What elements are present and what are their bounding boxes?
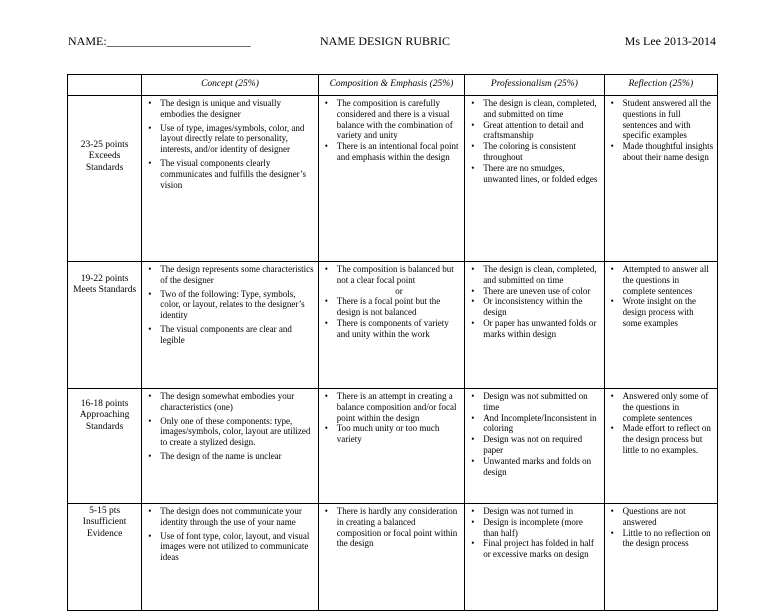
criteria-item: • The design represents some characteristics of the designer	[160, 264, 315, 286]
criteria-item: • There are uneven use of color	[483, 286, 600, 297]
composition-cell	[318, 504, 464, 611]
criteria-item: • Design was not on required paper	[483, 434, 600, 456]
composition-cell	[318, 262, 464, 389]
header-blank	[68, 75, 142, 96]
criteria-item: • The visual components clearly communicates and fulfills the designer’s vision	[160, 158, 315, 190]
criteria-item: • Or inconsistency within the design	[483, 296, 600, 318]
criteria-item: • There are no smudges, unwanted lines, or folded edges	[483, 163, 600, 185]
level-label: Meets Standards	[73, 285, 137, 296]
criteria-item: • There is a focal point but the design is not balanced	[337, 296, 461, 318]
level-cell	[68, 504, 142, 611]
header-reflection: Reflection (25%)	[604, 75, 717, 96]
name-line: NAME:________________________	[68, 34, 251, 48]
criteria-item: • Design was not submitted on time	[483, 391, 600, 413]
concept-cell	[142, 504, 319, 611]
composition-cell	[318, 96, 464, 262]
criteria-item: • Answered only some of the questions in complete sentences	[623, 391, 714, 423]
criteria-or: or	[395, 285, 403, 296]
level-label: Standards	[85, 162, 124, 173]
criteria-item: • The composition is balanced but not a clear focal point	[337, 264, 461, 286]
criteria-item: • Student answered all the questions in full sentences and with specific examples	[623, 98, 714, 141]
criteria-item: • Great attention to detail and craftsmanship	[483, 120, 600, 142]
criteria-item: • Use of font type, color, layout, and visual images were not utilized to communicate ideas	[160, 531, 315, 563]
table-row	[68, 262, 718, 389]
level-label: Approaching	[79, 410, 130, 421]
criteria-item: • The design of the name is unclear	[160, 451, 315, 462]
criteria-item: • Unwanted marks and folds on design	[483, 456, 600, 478]
criteria-item: • Design was not turned in	[483, 506, 600, 517]
level-points: 16-18 points	[80, 399, 129, 409]
level-cell	[68, 389, 142, 504]
criteria-item: • And Incomplete/Inconsistent in coloring	[483, 413, 600, 435]
criteria-item: • The design somewhat embodies your characteristics (one)	[160, 391, 315, 413]
criteria-item: • Two of the following: Type, symbols, color, or layout, relates to the designer’s identity	[160, 289, 315, 321]
criteria-item: • Wrote insight on the design process with some examples	[623, 296, 714, 328]
level-label: Exceeds	[88, 151, 121, 162]
criteria-item: • Or paper has unwanted folds or marks within design	[483, 318, 600, 340]
teacher-label: Ms Lee 2013-2014	[624, 34, 716, 48]
criteria-item: • The design does not communicate your identity through the use of your name	[160, 506, 315, 528]
concept-cell	[142, 96, 319, 262]
criteria-item: • Questions are not answered	[623, 506, 714, 528]
criteria-item: • The design is clean, completed, and submitted on time	[483, 98, 600, 120]
professionalism-cell	[465, 504, 604, 611]
header-concept: Concept (25%)	[142, 75, 319, 96]
reflection-cell	[604, 262, 717, 389]
level-cell	[68, 262, 142, 389]
table-row	[68, 504, 718, 611]
rubric-table	[67, 74, 718, 611]
criteria-item: • Little to no reflection on the design process	[623, 528, 714, 550]
criteria-item: • The visual components are clear and legible	[160, 324, 315, 346]
level-cell	[68, 96, 142, 262]
criteria-item: • There is an intentional focal point and emphasis within the design	[337, 141, 461, 163]
header-professionalism: Professionalism (25%)	[465, 75, 604, 96]
table-row	[68, 96, 718, 262]
criteria-item: • Only one of these components: type, images/symbols, color, layout are utilized to create a stylized design.	[160, 416, 315, 448]
concept-cell	[142, 262, 319, 389]
criteria-item: • Design is incomplete (more than half)	[483, 517, 600, 539]
level-points: 23-25 points	[80, 140, 129, 150]
reflection-cell	[604, 389, 717, 504]
level-label: Insufficient	[82, 517, 127, 528]
document-title: NAME DESIGN RUBRIC	[320, 34, 451, 48]
professionalism-cell	[465, 262, 604, 389]
concept-cell	[142, 389, 319, 504]
criteria-item: • The composition is carefully considered and there is a visual balance with the combination of variety and unity	[337, 98, 461, 141]
professionalism-cell	[465, 389, 604, 504]
reflection-cell	[604, 504, 717, 611]
reflection-cell	[604, 96, 717, 262]
criteria-item: • Final project has folded in half or excessive marks on design	[483, 538, 600, 560]
document-header	[0, 34, 768, 54]
rubric-header-row	[68, 75, 718, 96]
professionalism-cell	[465, 96, 604, 262]
criteria-item: • Made thoughtful insights about their name design	[623, 141, 714, 163]
level-points: 5-15 pts	[89, 506, 121, 516]
criteria-item: • There is an attempt in creating a balance composition and/or focal point within the design	[337, 391, 461, 423]
criteria-item: • The coloring is consistent throughout	[483, 141, 600, 163]
level-label: Evidence	[86, 528, 123, 539]
header-composition: Composition & Emphasis (25%)	[318, 75, 464, 96]
criteria-item: • Use of type, images/symbols, color, and layout directly relate to personality, interests, and/or identity of designer	[160, 123, 315, 155]
table-row	[68, 389, 718, 504]
level-points: 19-22 points	[80, 274, 129, 284]
criteria-item: • Made effort to reflect on the design process but little to no examples.	[623, 423, 714, 455]
criteria-item: • Attempted to answer all the questions in complete sentences	[623, 264, 714, 296]
criteria-item: • There is hardly any consideration in creating a balanced composition or focal point within the design	[337, 506, 461, 549]
criteria-item: • Too much unity or too much variety	[337, 423, 461, 445]
criteria-item: • The design is unique and visually embodies the designer	[160, 98, 315, 120]
level-label: Standards	[85, 421, 124, 432]
composition-cell	[318, 389, 464, 504]
criteria-item: • There is components of variety and unity within the work	[337, 318, 461, 340]
criteria-item: • The design is clean, completed, and submitted on time	[483, 264, 600, 286]
